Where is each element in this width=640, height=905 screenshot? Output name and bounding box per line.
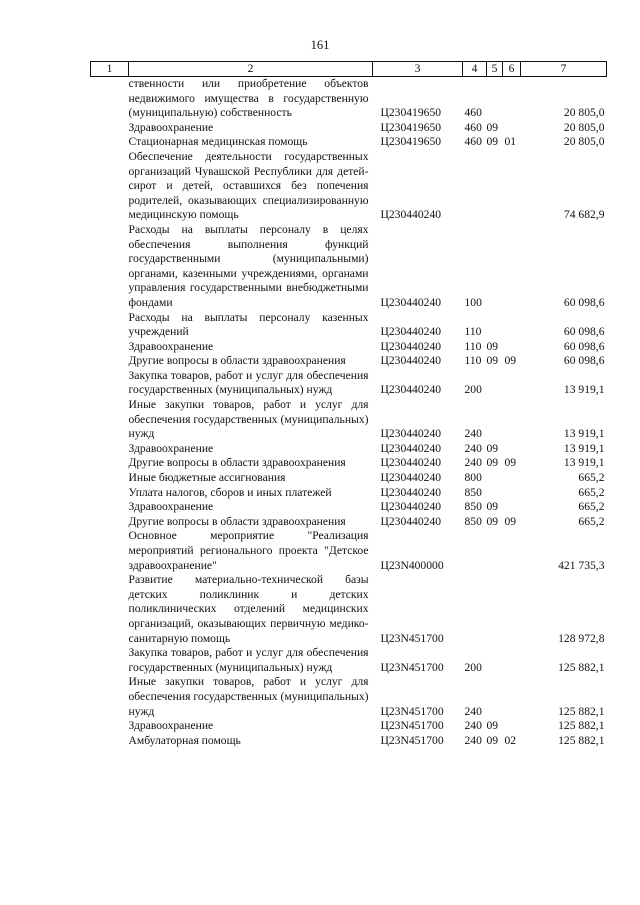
row-name: Здравоохранение [128,500,214,514]
table-row [91,515,607,530]
row-code: Ц23N451700 [380,704,444,718]
row-expense-type: 100 [464,295,482,309]
row-expense-type: 240 [464,427,482,441]
row-subsection [503,77,521,121]
row-subsection [503,471,521,486]
row-col-1 [91,486,129,501]
row-section: 09 [486,135,499,149]
row-section [487,77,503,121]
table-row [91,340,607,355]
row-name: Основное мероприятие "Реализация мероприятий регионального проекта "Детское здравоохранение" [128,529,369,572]
row-subsection [503,369,521,398]
row-section: 09 [486,354,499,368]
row-code: Ц230440240 [380,427,442,441]
row-name: Иные закупки товаров, работ и услуг для обеспечения государственных (муниципальных) нужд [128,398,369,441]
row-col-1 [91,529,129,573]
row-section: 09 [486,514,499,528]
budget-table [90,61,607,748]
row-code: Ц23N400000 [380,558,444,572]
row-name: Расходы на выплаты персоналу в целях обеспечения выполнения функций государственными (муниципальными) органами, казенными учреждениями, органами управления государственными внебюджетными фондами [128,222,369,309]
row-code: Ц230440240 [380,208,442,222]
row-section [487,529,503,573]
row-section: 09 [486,456,499,470]
table-row [91,456,607,471]
row-amount: 125 882,1 [558,704,605,718]
row-amount: 665,2 [578,500,605,514]
row-code: Ц23N451700 [380,719,444,733]
table-row [91,311,607,340]
row-code: Ц230440240 [380,383,442,397]
row-code: Ц230440240 [380,456,442,470]
row-col-1 [91,646,129,675]
table-row [91,223,607,311]
row-section [487,471,503,486]
row-section: 09 [486,120,499,134]
row-code: Ц230419650 [380,135,442,149]
row-name: Другие вопросы в области здравоохранения [128,456,346,470]
row-code: Ц230440240 [380,325,442,339]
row-expense-type: 800 [464,471,482,485]
table-row [91,529,607,573]
row-section [487,369,503,398]
table-row [91,442,607,457]
row-name: Закупка товаров, работ и услуг для обеспечения государственных (муниципальных) нужд [128,368,369,397]
row-section: 09 [486,441,499,455]
row-expense-type: 240 [464,441,482,455]
row-expense-type: 240 [464,733,482,747]
row-amount: 125 882,1 [558,719,605,733]
row-code: Ц230440240 [380,500,442,514]
row-amount: 20 805,0 [563,120,605,134]
row-amount: 13 919,1 [563,427,605,441]
row-code: Ц230440240 [380,295,442,309]
row-code: Ц23N451700 [380,733,444,747]
row-name: Здравоохранение [128,719,214,733]
table-row [91,354,607,369]
row-name: Здравоохранение [128,120,214,134]
header-col-5: 5 [487,62,503,77]
row-name: Обеспечение деятельности государственных организаций Чувашской Республики для детей-сирот и детей, оставшихся без попечения родителей, оказывающих специализированную медицинскую помощь [128,149,369,222]
row-col-1 [91,121,129,136]
row-col-1 [91,150,129,223]
header-col-3: 3 [373,62,463,77]
table-row [91,734,607,749]
row-name: Иные бюджетные ассигнования [128,471,286,485]
row-subsection: 09 [504,354,517,368]
row-col-1 [91,369,129,398]
row-col-1 [91,398,129,442]
row-section [487,675,503,719]
row-subsection [503,311,521,340]
table-row [91,121,607,136]
row-col-1 [91,500,129,515]
row-col-1 [91,442,129,457]
row-subsection [503,442,521,457]
row-subsection [503,675,521,719]
row-section: 09 [486,339,499,353]
row-code: Ц230440240 [380,339,442,353]
row-subsection [503,719,521,734]
row-expense-type: 850 [464,500,482,514]
table-header [91,62,607,77]
row-subsection [503,573,521,646]
row-code: Ц230440240 [380,471,442,485]
table-row [91,719,607,734]
row-expense-type: 240 [464,704,482,718]
row-amount: 125 882,1 [558,660,605,674]
table-row [91,150,607,223]
row-expense-type [463,529,487,573]
row-expense-type: 850 [464,485,482,499]
table-row [91,398,607,442]
row-amount: 13 919,1 [563,441,605,455]
header-col-6: 6 [503,62,521,77]
row-section: 09 [486,500,499,514]
row-expense-type: 110 [464,325,482,339]
row-expense-type: 200 [464,383,482,397]
row-col-1 [91,471,129,486]
row-amount: 60 098,6 [563,325,605,339]
table-row [91,77,607,121]
row-amount: 421 735,3 [558,558,605,572]
row-code: Ц230419650 [380,120,442,134]
row-code: Ц230440240 [380,485,442,499]
row-expense-type [463,150,487,223]
row-col-1 [91,340,129,355]
row-amount: 74 682,9 [563,208,605,222]
row-expense-type: 110 [464,354,482,368]
row-section [487,398,503,442]
row-col-1 [91,456,129,471]
row-section [487,486,503,501]
row-amount: 13 919,1 [563,383,605,397]
row-subsection: 09 [504,514,517,528]
row-subsection [503,646,521,675]
row-section: 09 [486,719,499,733]
row-section [487,646,503,675]
row-name: Расходы на выплаты персоналу казенных учреждений [128,310,369,339]
row-col-1 [91,135,129,150]
row-subsection [503,398,521,442]
row-name: Уплата налогов, сборов и иных платежей [128,485,332,499]
table-row [91,500,607,515]
row-code: Ц23N451700 [380,631,444,645]
row-subsection: 01 [504,135,517,149]
row-col-1 [91,719,129,734]
row-name: Другие вопросы в области здравоохранения [128,514,346,528]
table-row [91,135,607,150]
row-amount: 60 098,6 [563,295,605,309]
row-name: Здравоохранение [128,441,214,455]
row-expense-type: 850 [464,514,482,528]
row-amount: 665,2 [578,485,605,499]
row-code: Ц230440240 [380,514,442,528]
row-name: Амбулаторная помощь [128,733,241,747]
table-row [91,471,607,486]
header-col-1: 1 [91,62,129,77]
header-col-2: 2 [129,62,373,77]
row-amount: 60 098,6 [563,339,605,353]
row-name: Развитие материально-технической базы детских поликлиник и детских поликлинических отделений медицинских организаций, оказывающих первичную медико-санитарную помощь [128,573,369,645]
row-amount: 125 882,1 [558,733,605,747]
row-code: Ц230419650 [380,106,442,120]
header-col-4: 4 [463,62,487,77]
row-section [487,311,503,340]
row-section [487,573,503,646]
row-name: Иные закупки товаров, работ и услуг для обеспечения государственных (муниципальных) нужд [128,675,369,718]
row-expense-type: 110 [464,339,482,353]
row-name: Закупка товаров, работ и услуг для обеспечения государственных (муниципальных) нужд [128,646,369,674]
row-expense-type: 240 [464,456,482,470]
header-col-7: 7 [521,62,607,77]
row-expense-type: 460 [464,135,482,149]
row-subsection [503,150,521,223]
row-expense-type [463,573,487,646]
row-section: 09 [486,733,499,747]
row-section [487,223,503,311]
row-col-1 [91,223,129,311]
row-subsection [503,529,521,573]
row-amount: 60 098,6 [563,354,605,368]
row-expense-type: 460 [464,106,482,120]
row-amount: 128 972,8 [558,631,605,645]
row-name: ственности или приобретение объектов недвижимого имущества в государственную (муниципальную) собственность [128,77,369,120]
page-number: 161 [310,38,330,52]
table-row [91,573,607,646]
table-row [91,675,607,719]
row-col-1 [91,675,129,719]
row-name: Другие вопросы в области здравоохранения [128,354,346,368]
row-subsection: 09 [504,456,517,470]
row-expense-type: 240 [464,719,482,733]
row-subsection: 02 [504,733,517,747]
row-amount: 13 919,1 [563,456,605,470]
row-expense-type: 460 [464,120,482,134]
table-row [91,486,607,501]
row-code: Ц230440240 [380,354,442,368]
table-body [91,77,607,749]
row-subsection [503,121,521,136]
row-code: Ц230440240 [380,441,442,455]
row-name: Стационарная медицинская помощь [128,135,308,149]
row-subsection [503,340,521,355]
table-row [91,369,607,398]
row-subsection [503,486,521,501]
row-col-1 [91,77,129,121]
row-amount: 665,2 [578,471,605,485]
row-col-1 [91,573,129,646]
table-row [91,646,607,675]
row-col-1 [91,734,129,749]
row-amount: 665,2 [578,514,605,528]
row-amount: 20 805,0 [563,106,605,120]
row-col-1 [91,311,129,340]
row-col-1 [91,515,129,530]
row-code: Ц23N451700 [380,660,444,674]
row-expense-type: 200 [464,660,482,674]
header-row [91,62,607,77]
row-subsection [503,500,521,515]
row-col-1 [91,354,129,369]
row-amount: 20 805,0 [563,135,605,149]
row-name: Здравоохранение [128,339,214,353]
row-subsection [503,223,521,311]
row-section [487,150,503,223]
